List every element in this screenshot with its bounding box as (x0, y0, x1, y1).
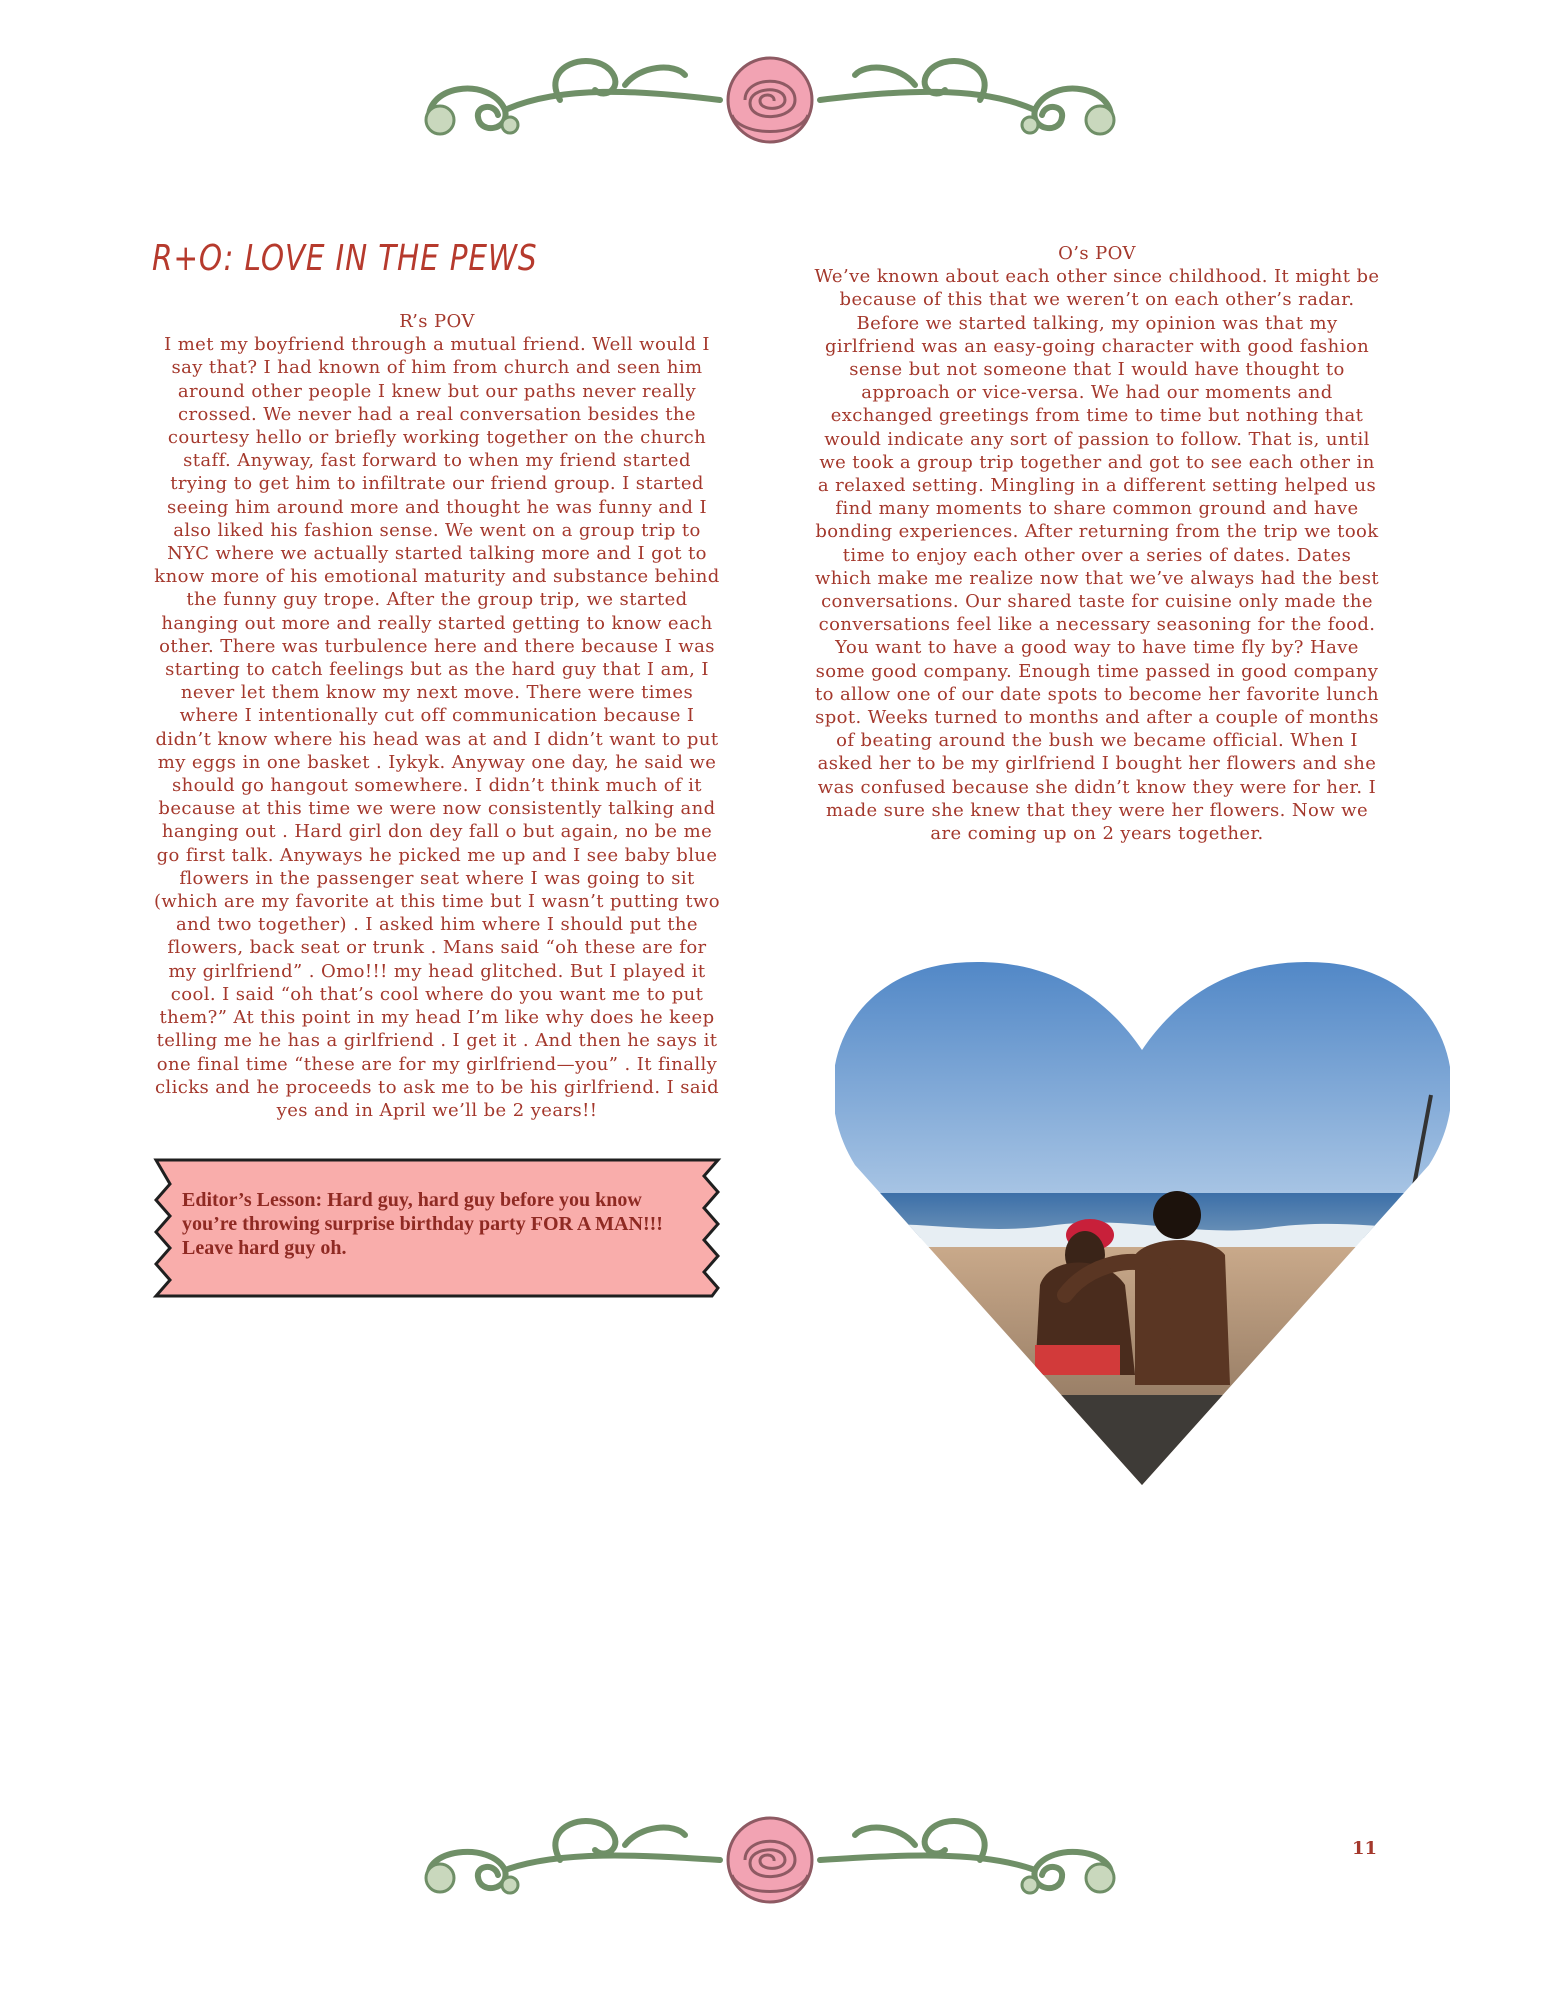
rose-icon (728, 58, 812, 142)
page-number: 11 (1352, 1838, 1378, 1859)
article-title: R+O: LOVE IN THE PEWS (152, 238, 538, 279)
rose-icon (728, 1818, 812, 1902)
o-pov-column (812, 242, 1382, 845)
r-pov-heading: R’s POV (399, 311, 475, 332)
o-pov-heading: O’s POV (1058, 243, 1136, 264)
heart-couple-photo (835, 955, 1450, 1485)
editor-lesson-text: Editor’s Lesson: Hard guy, hard guy before you know you’re throwing surprise birthday party FOR A MAN!!! Leave hard guy oh. (182, 1189, 663, 1259)
floral-divider-bottom (410, 1810, 1130, 1920)
floral-divider-top (410, 45, 1130, 155)
editor-lesson-callout (152, 1158, 722, 1298)
r-pov-body: I met my boyfriend through a mutual friend. Well would I say that? I had known of him from church and seen him around other people I knew but our paths never really crossed. We never had a real conversation besides the courtesy hello or briefly working together on the church staff. Anyway, fast forward to when my friend started trying to get him to infiltrate our friend group. I started seeing him around more and thought he was funny and I also liked his fashion sense. We went on a group trip to NYC where we actually started talking more and I got to know more of his emotional maturity and substance behind the funny guy trope. After the group trip, we started hanging out more and really started getting to know each other. There was turbulence here and there because I was starting to catch feelings but as the hard guy that I am, I never let them know my next move. There were times where I intentionally cut off communication because I didn’t know where his head was at and I didn’t want to put my eggs in one basket . Iykyk. Anyway one day, he said we should go hangout somewhere. I didn’t think much of it because at this time we were now consistently talking and hanging out . Hard girl don dey fall o but again, no be me go first talk. Anyways he picked me up and I see baby blue flowers in the passenger seat where I was going to sit (which are my favorite at this time but I wasn’t putting two and two together) . I asked him where I should put the flowers, back seat or trunk . Mans said “oh these are for my girlfriend” . Omo!!! my head glitched. But I played it cool. I said “oh that’s cool where do you want me to put them?” At this point in my head I’m like why does he keep telling me he has a girlfriend . I get it . And then he says it one final time “these are for my girlfriend—you” . It finally clicks and he proceeds to ask me to be his girlfriend. I said yes and in April we’ll be 2 years!! (153, 334, 721, 1121)
o-pov-body: We’ve known about each other since childhood. It might be because of this that we weren’t on each other’s radar. Before we started talking, my opinion was that my girlfriend was an easy-going character with good fashion sense but not someone that I would have thought to approach or vice-versa. We had our moments and exchanged greetings from time to time but nothing that would indicate any sort of passion to follow. That is, until we took a group trip together and got to see each other in a relaxed setting. Mingling in a different setting helped us find many moments to share common ground and have bonding experiences. After returning from the trip we took time to enjoy each other over a series of dates. Dates which make me realize now that we’ve always had the best conversations. Our shared taste for cuisine only made the conversations feel like a necessary seasoning for the food. You want to have a good way to have time fly by? Have some good company. Enough time passed in good company to allow one of our date spots to become her favorite lunch spot. Weeks turned to months and after a couple of months of beating around the bush we became official. When I asked her to be my girlfriend I bought her flowers and she was confused because she didn’t know they were for her. I made sure she knew that they were her flowers. Now we are coming up on 2 years together. (814, 266, 1380, 845)
r-pov-column (152, 310, 722, 1122)
